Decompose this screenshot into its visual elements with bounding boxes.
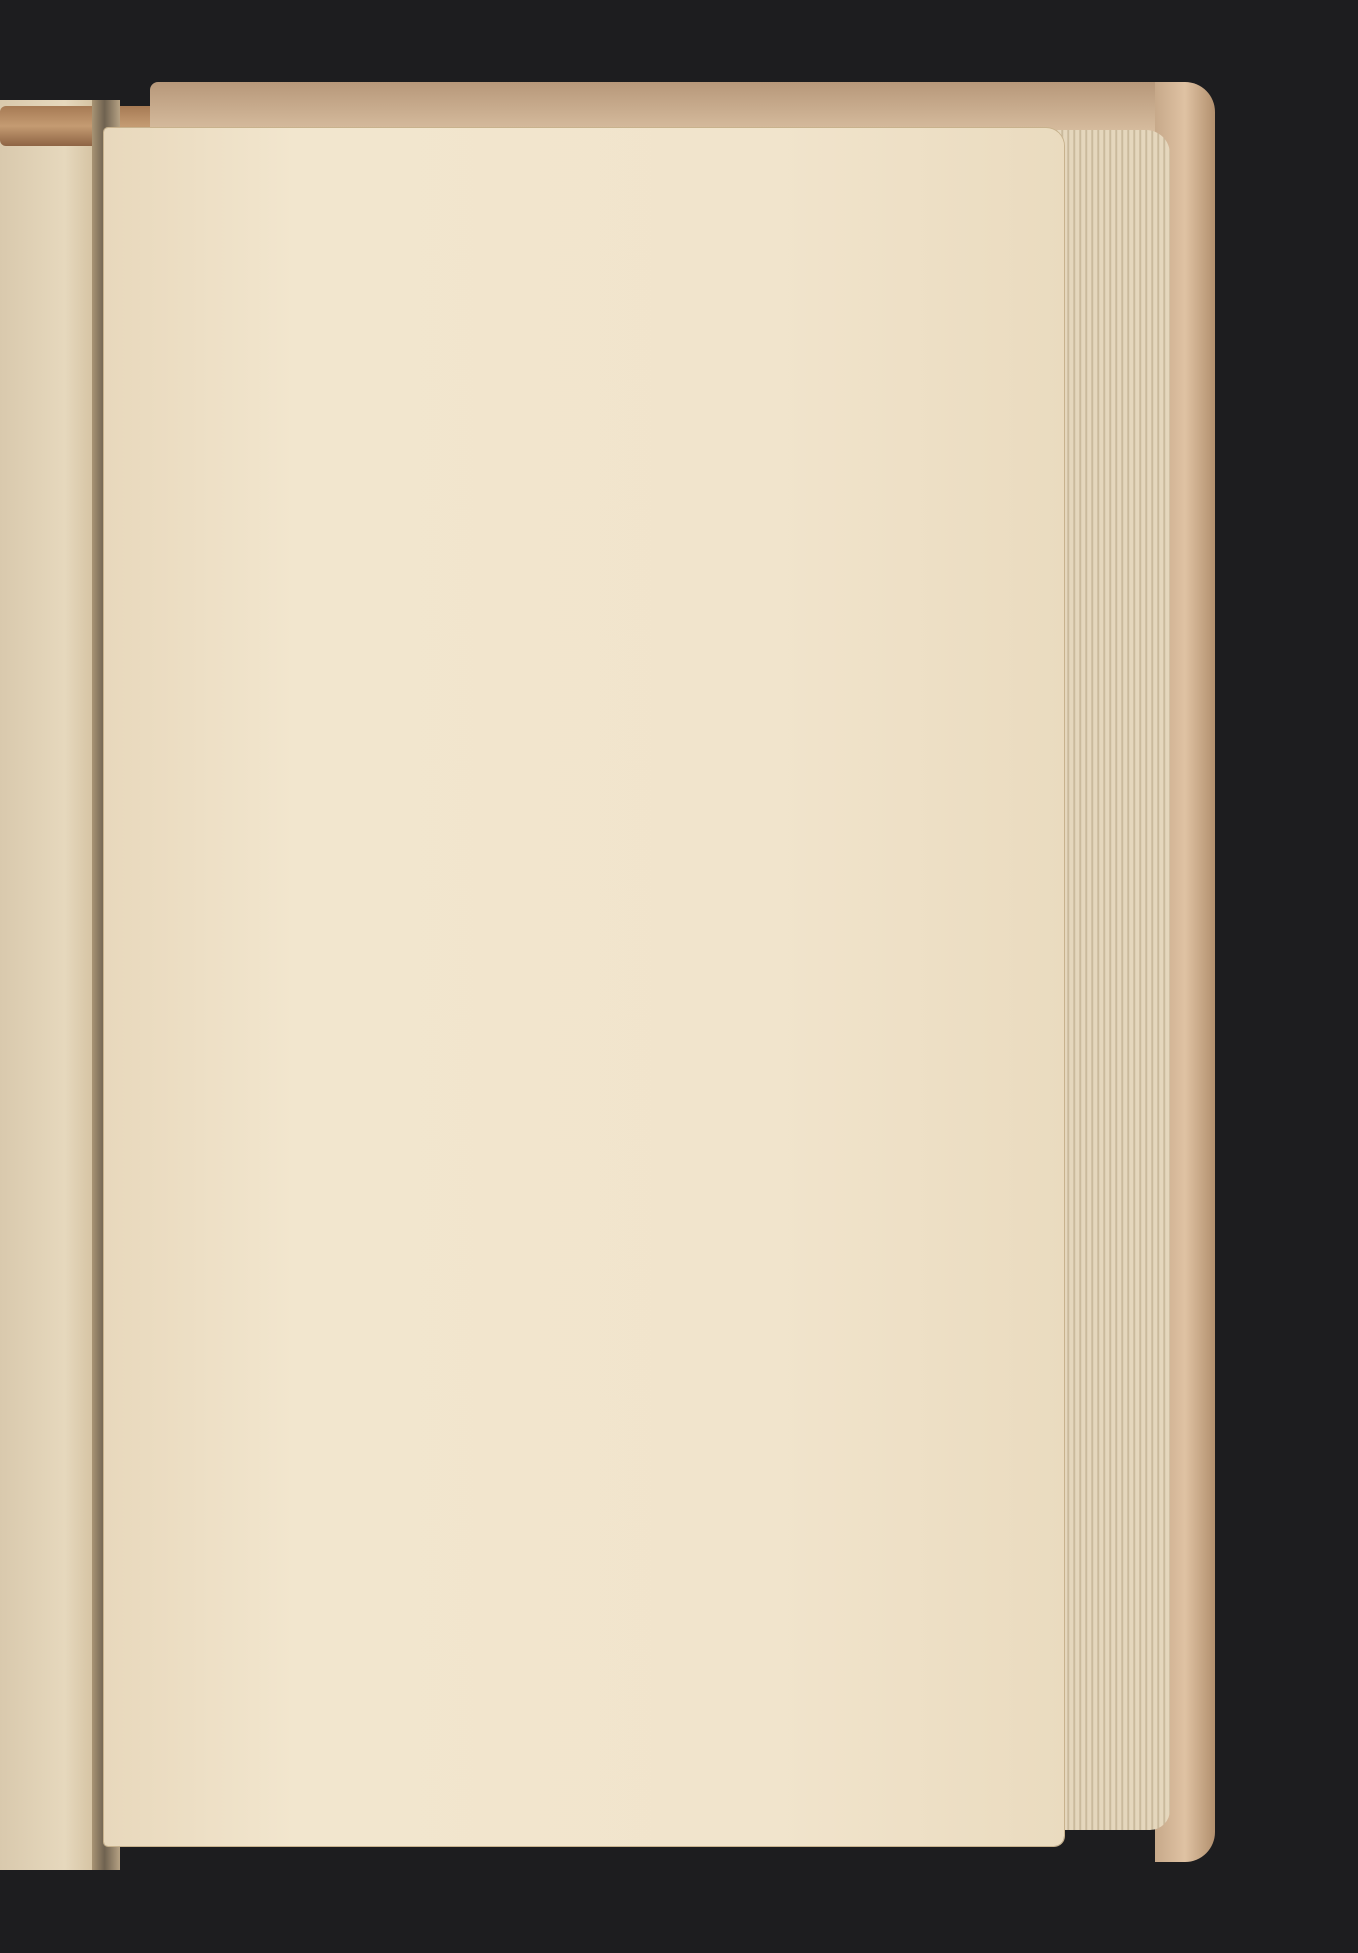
text-line bbox=[144, 438, 804, 474]
page-text-block bbox=[144, 150, 804, 623]
section-subtitle bbox=[144, 196, 804, 242]
chapter-body bbox=[144, 292, 804, 583]
text-line bbox=[144, 365, 804, 401]
chapter-heading bbox=[144, 242, 804, 292]
text-line bbox=[144, 401, 804, 437]
page-fore-edge bbox=[1052, 130, 1170, 1830]
text-line bbox=[144, 474, 804, 510]
text-line bbox=[144, 547, 804, 583]
book-top-edge bbox=[150, 82, 1190, 134]
text-line bbox=[144, 510, 804, 546]
page-footer bbox=[144, 583, 804, 623]
text-line bbox=[144, 292, 804, 328]
text-line bbox=[144, 328, 804, 364]
running-header bbox=[144, 150, 804, 186]
